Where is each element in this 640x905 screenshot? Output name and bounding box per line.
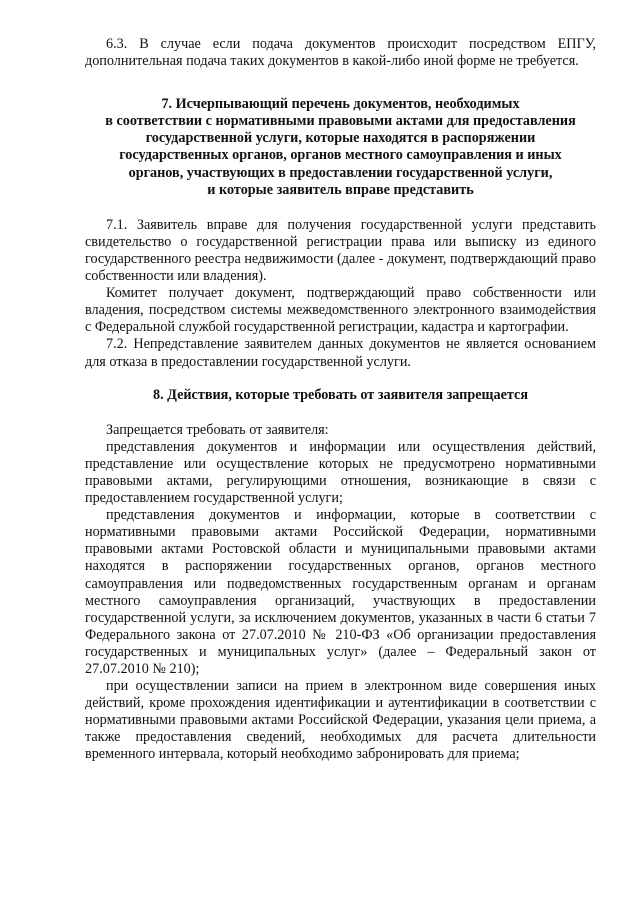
section-8-heading: 8. Действия, которые требовать от заявителя запрещается xyxy=(152,386,529,403)
paragraph-committee: Комитет получает документ, подтверждающий право собственности или владения, посредством системы межведомственного электронного взаимодействия с Федеральной службой государственной регистрации, кадастра и картографии. xyxy=(85,285,596,336)
paragraph-7-1: 7.1. Заявитель вправе для получения государственной услуги представить свидетельство о государственной регистрации права или выписку из единого государственного реестра недвижимости (далее - документ, подтверждающий право собственности или владения). xyxy=(85,216,596,285)
paragraph-7-2: 7.2. Непредставление заявителем данных документов не является основанием для отказа в предоставлении государственной услуги. xyxy=(85,336,596,370)
paragraph-6-3: 6.3. В случае если подача документов происходит посредством ЕПГУ, дополнительная подача таких документов в какой-либо иной форме не требуется. xyxy=(85,36,596,70)
section-7-heading xyxy=(85,96,596,199)
list-item: при осуществлении записи на прием в электронном виде совершения иных действий, кроме прохождения идентификации и аутентификации в соответствии с нормативными правовыми актами Российской Федерации, указания цели приема, а также предоставления сведений, необходимых для расчета длительности временного интервала, который необходимо забронировать для приема; xyxy=(85,678,596,763)
paragraph-8-intro: Запрещается требовать от заявителя: xyxy=(106,421,329,438)
section-7-heading-line: государственных органов, органов местного самоуправления и иных xyxy=(119,147,562,164)
list-item: представления документов и информации, которые в соответствии с нормативными правовыми актами Российской Федерации, нормативными правовыми актами Ростовской области и муниципальными правовыми актами находятся в распоряжении государственных органов, органов местного самоуправления или подведомственных государственным органам и органам местного самоуправления организаций, участвующих в предоставлении государственной услуги, за исключением документов, указанных в части 6 статьи 7 Федерального закона от 27.07.2010 № 210-ФЗ «Об организации предоставления государственных и муниципальных услуг» (далее – Федеральный закон от 27.07.2010 № 210); xyxy=(85,507,596,677)
list-item: представления документов и информации или осуществления действий, представление или осуществление которых не предусмотрено нормативными правовыми актами, регулирующими отношения, возникающие в связи с предоставлением государственной услуги; xyxy=(85,438,596,507)
section-7-heading-line: государственной услуги, которые находятся в распоряжении xyxy=(145,130,536,147)
section-7-heading-line: и которые заявитель вправе представить xyxy=(207,181,474,198)
section-7-heading-line: 7. Исчерпывающий перечень документов, необходимых xyxy=(161,96,520,113)
section-7-heading-line: органов, участвующих в предоставлении государственной услуги, xyxy=(128,164,553,181)
section-7-heading-line: в соответствии с нормативными правовыми актами для предоставления xyxy=(105,113,576,130)
